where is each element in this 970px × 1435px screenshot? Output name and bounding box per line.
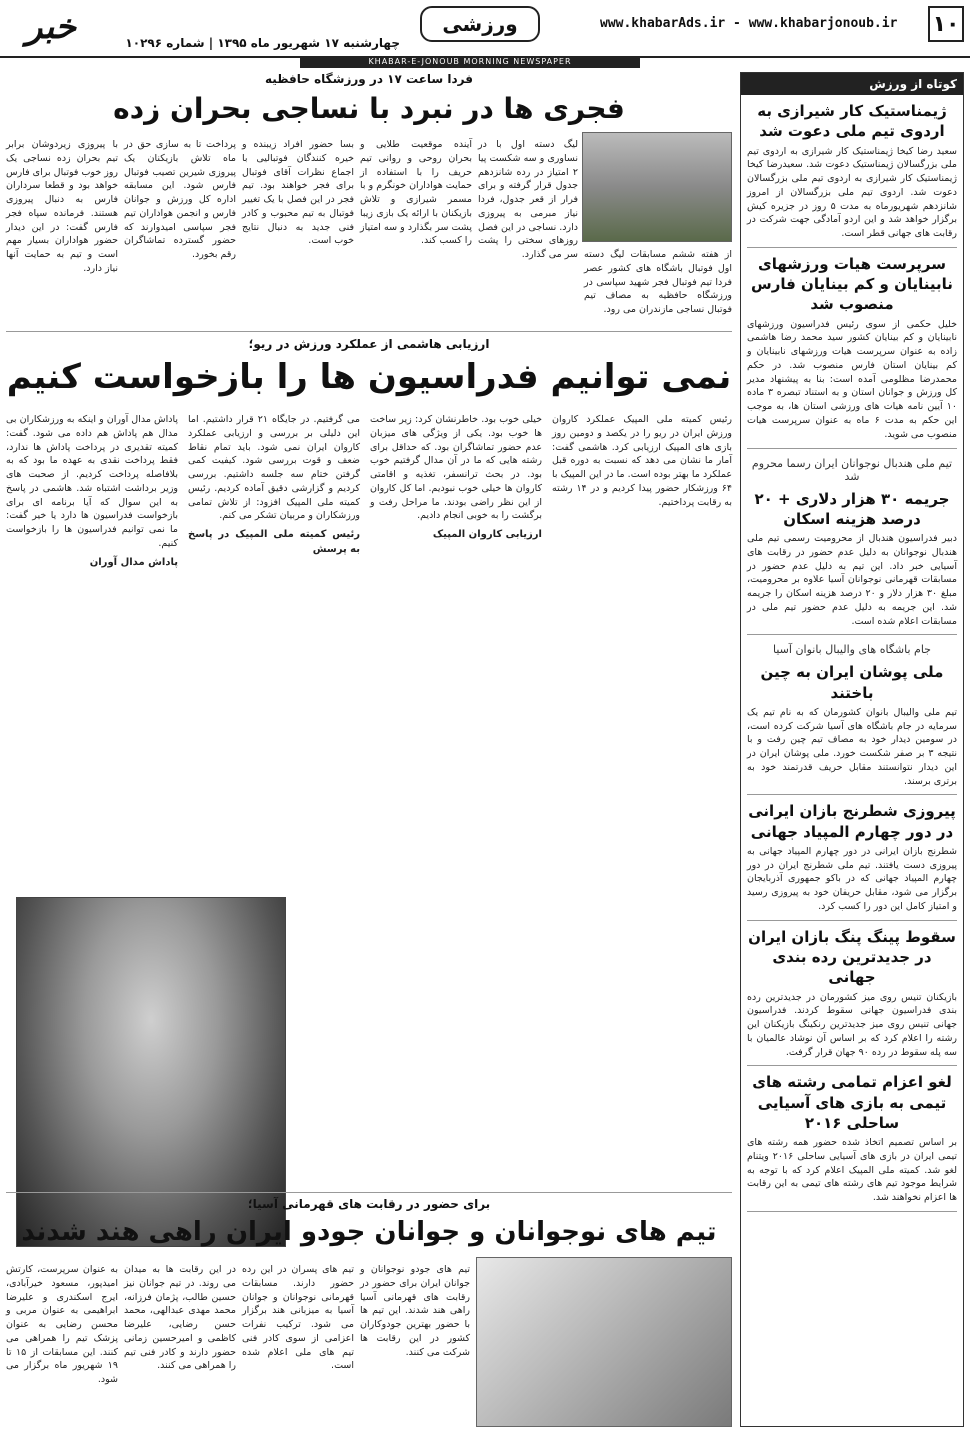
brief-item: [747, 927, 957, 1067]
brief-body: شطرنج بازان ایرانی در دور چهارم المپیاد جهانی به پیروزی دست یافتند. تیم ملی شطرنج ایران در دور چهارم المپیاد جهانی که در باکو جمهوری آذربایجان برگزار می شود، مقابل حریفان خود به پیروزی رسید و امتیاز کامل این دور را کسب کرد.: [747, 845, 957, 921]
subheading: پاداش مدال آوران: [89, 556, 178, 568]
section-title: ورزشی: [420, 6, 540, 42]
brief-body: سعید رضا کیخا ژیمناستیک کار شیرازی به اردوی تیم ملی بزرگسالان ژیمناستیک دعوت شد. سعیدرضا کیخا ژیمناستیک کار شیرازی به اردوی تیم ملی بزرگسالان دعوت شد. اردوی تیم ملی بزرگسالان از امروز شانزدهم شهریورماه به مدت ۵ روز در جزیره کیش برگزار خواهد شد و این اردو آمادگی جهت شرکت در رقابت های جهانی قطر است.: [747, 145, 957, 248]
article-kicker: فردا ساعت ۱۷ در ورزشگاه حافظیه: [265, 72, 473, 86]
brief-title[interactable]: پیروزی شطرنج بازان ایرانی در دور چهارم المپیاد جهانی: [748, 802, 956, 841]
subheading: رئیس کمیته ملی المپیک در پاسخ به پرسش: [188, 529, 360, 555]
article-column: در این رقابت ها به میدان می روند. در تیم جوانان نیز حسین طالب، پژمان فرزانه، محمد مهدی عبدالهی، محمد حسن رضایی، علیرضا کاظمی و امیرحسین زمانی حضور دارند و کادر فنی تیم را همراهی می کنند.: [124, 1264, 236, 1372]
main-content: [6, 72, 732, 1427]
brief-body: بر اساس تصمیم اتخاذ شده حضور همه رشته های تیمی ایران در بازی های آسیایی ساحلی ۲۰۱۶ ویتنام لغو شد. کمیته ملی المپیک اعلام کرد که با توجه به شرایط موجود تیم های رشته های تیمی به این رقابت ها اعزام نخواهند شد.: [747, 1136, 957, 1212]
subheading: ارزیابی کاروان المپیک: [432, 529, 542, 541]
article-column: رئیس کمیته ملی المپیک عملکرد کاروان ورزش ایران در ریو را در یکصد و دومین روز بازی های المپیک ارزیابی کرد. هاشمی گفت: آمار ما نشان می دهد که نسبت به دوره قبل عملکرد ما بهتر بوده است. ما در این المپیک با ۶۴ ورزشکار حضور پیدا کردیم و در ۱۴ رشته به رقابت پرداختیم.: [552, 414, 733, 508]
date-line: چهارشنبه ۱۷ شهریور ماه ۱۳۹۵ | شماره ۱۰۲۹۶: [125, 36, 400, 50]
page-number: ۱۰: [928, 6, 964, 42]
article-column: پرداخت تا به سازی حق در ماه تلاش بازیکنان یک پیروزی شیرین تصیب فوتبال فارس شود. این مسابقه اداره کل ورزش و جوانان فارس و انجمن هواداران تیم فجر سپاسی امیدوارند که حضور گسترده تماشاگران رقم بخورد.: [124, 139, 236, 261]
football-photo: [582, 132, 732, 242]
brief-body: دبیر فدراسیون هندبال از محرومیت رسمی تیم ملی هندبال نوجوانان به دلیل عدم حضور در رقابت های آسیایی خبر داد. این تیم به دلیل عدم حضور در مسابقات قهرمانی نوجوانان آسیا علاوه بر محرومیت، مبلغ ۳۰ هزار دلار و ۲۰ درصد هزینه اسکان را جریمه شد. این جریمه به دلیل عدم حضور تیم ملی در مسابقات اعلام شده است.: [747, 532, 957, 635]
newspaper-logo: خبر: [25, 7, 77, 47]
article-kicker: ارزیابی هاشمی از عملکرد ورزش در ریو؛: [248, 337, 490, 351]
brief-body: خلیل حکمی از سوی رئیس فدراسیون ورزشهای نابینایان و کم بینایان کشور سید محمد رضا هاشمی زاده به عنوان سرپرست هیات ورزشهای نابینایان و کم بینایان استان فارس منصوب شد. در حکم محمدرضا مظلومی آمده است: بنا به پیشنهاد مدیر کل ورزش و جوانان استان و به استناد تبصره ۳ ماده ۱۰ آیین نامه هیات های ورزشی استان ها، به موجب این حکم به مدت ۶ ماه به عنوان سرپرست هیات منصوب می شوید.: [747, 318, 957, 449]
site-url[interactable]: www.khabarAds.ir - www.khabarjonoub.ir: [600, 16, 898, 31]
article-column: بسا حضور افراد زیبنده و خیره کنندگان فوتبالیی با اجماع نظرات آقای فوتبال برای فجر خواهند بود. تیم فجر در این فصل با یک تغییر فوتبال به تیم محبوب و کادر فنی جدید به دنبال نتایج خوب است.: [242, 139, 354, 247]
masthead: [0, 0, 970, 58]
brief-item: [747, 457, 957, 636]
brief-title[interactable]: سرپرست هیات ورزشهای نابینایان و کم بینایان فارس منصوب شد: [751, 254, 953, 314]
article-headline[interactable]: تیم های نوجوانان و جوانان جودو ایران راهی هند شدند: [21, 1217, 717, 1247]
column-text: خیلی خوب بود. خاطرنشان کرد: زیر ساخت ها خوب بود. یکی از ویژگی های میزبان عدم حضور تماشاگران بود. که حداقل برای رشته هایی که ما در آن مدال گرفتیم خوب بود. در بحث ترانسفر، تغذیه و اقامتی کاروان ها خیلی خوب نبودیم. اما کل کاروان از این نظر راضی بودند. ما مراحل رفت و برگشت را به خوبی انجام دادیم.: [370, 414, 542, 522]
brief-kicker: جام باشگاه های والیبال بانوان آسیا: [773, 643, 931, 657]
article-column: [370, 413, 542, 543]
article-kicker: برای حضور در رقابت های قهرمانی آسیا؛: [247, 1197, 491, 1211]
brief-body: بازیکنان تنیس روی میز کشورمان در جدیدترین رده بندی فدراسیون جهانی سقوط کردند. فدراسیون جهانی تنیس روی میز جدیدترین رنکینگ بازیکنان این رشته را اعلام کرد که بر اساس آن نوشاد عالمیان با سه پله سقوط در رده ۹۰ جهان قرار گرفت.: [747, 991, 957, 1067]
brief-title[interactable]: ژیمناستیک کار شیرازی به اردوی تیم ملی دعوت شد: [757, 102, 947, 141]
tagline: KHABAR-E-JONOUB MORNING NEWSPAPER: [300, 56, 640, 68]
sidebar-news-briefs: [740, 72, 964, 1427]
brief-title[interactable]: ملی پوشان ایران به چین باختند: [760, 663, 944, 702]
column-text: می گرفتیم. در جایگاه ۲۱ قرار داشتیم. اما این دلیلی بر بررسی و ارزیابی عملکرد کاروان ایران نمی شود. باید تمام نقاط ضعف و قوت بررسی شود. کیفیت کمی گرفتن ختام سه جلسه داشتیم. بررسی کردیم و گزارشی دقیق آماده کردیم. رئیس کمیته ملی المپیک افزود: از تلاش تمامی ورزشکاران و مربیان تشکر می کنم.: [188, 414, 360, 522]
article-column: لیگ دسته اول با در نساوری و سه شکست پیا ۲ امتیاز در رده شانزدهم جدول قرار گرفته و برای فرار از قعر جدول، فردا نیاز مبرمی به پیروزی دارد. نساجی در این فصل روزهای سختی را پشت سر می گذارد.: [478, 139, 578, 261]
article-olympic-review: [6, 337, 732, 1245]
brief-item: [747, 101, 957, 248]
article-column: [188, 413, 360, 557]
article-column: به عنوان سرپرست، کارتش امیدپور، مسعود خیرآبادی، ایرج اسکندری و علیرضا ابراهیمی به عنوان مربی و محسن رضایی به عنوان پزشک تیم را همراهی می کنند. این مسابقات از ۱۵ تا ۱۹ شهریور ماه برگزار می شود.: [6, 1264, 118, 1386]
article-headline[interactable]: فجری ها در نبرد با نساجی بحران زده: [113, 92, 625, 125]
column-text: پاداش مدال آوران و اینکه به ورزشکاران بی مدال هم پاداش هم داده می شود. گفت: کمیته تقدیری در پرداخت پاداش ها ندارد، فقط پرداخت نقدی به عهده ما بود که به بلافاصله پرداخت کردیم. از صحبت های وزیر برداشت اشتباه شد. هاشمی در پاسخ به این سوال که آیا برنامه ای برای بازخواست فدراسیون ها دارد یا خیر گفت: ما نمی توانیم فدراسیون ها را بازخواست کنیم.: [6, 414, 178, 549]
article-column: با پیروزی زیردوشان برابر تیم بحران زده نساجی یک روز خوب فوتبال برای فارس خواهد بود و قطعا سرداران فارس به دنبال پیروزی هستند. فرمانده سپاه فجر فارس گفت: در این دیدار حضور هواداران بسیار مهم است و تیم به حمایت آنها نیاز دارد.: [6, 139, 118, 274]
judo-photo: [476, 1257, 732, 1427]
article-column: [6, 413, 178, 570]
brief-item: [747, 801, 957, 920]
sidebar-heading: کوتاه از ورزش: [741, 73, 963, 95]
brief-item: [747, 1072, 957, 1212]
brief-item: [747, 254, 957, 449]
article-headline[interactable]: نمی توانیم فدراسیون ها را بازخواست کنیم: [6, 357, 732, 397]
brief-title[interactable]: جریمه ۳۰ هزار دلاری + ۲۰ درصد هزینه اسکان: [754, 489, 950, 528]
article-column: از هفته ششم مسابقات لیگ دسته اول فوتبال باشگاه های کشور عصر فردا تیم فوتبال فجر شهید سپاسی در ورزشگاه حافظیه به مصاف تیم فوتبال نساجی مازندران می رود.: [584, 249, 732, 316]
brief-title[interactable]: لغو اعزام تمامی رشته های تیمی به بازی های آسیایی ساحلی ۲۰۱۶: [752, 1073, 952, 1132]
brief-kicker: تیم ملی هندبال نوجوانان ایران رسما محروم شد: [751, 456, 953, 483]
article-column: آینده موقعیت طلایی و بحران روحی و روانی تیم حریف را با استفاده از حمایت هواداران خونگرم و با مسمر شیرازی و تلاش بازیکنان با ارائه یک بازی زیبا پشت سر بگذارد و سه امتیاز را کسب کند.: [360, 139, 472, 247]
brief-title[interactable]: سقوط پینگ پنگ بازان ایران در جدیدترین رده بندی جهانی: [748, 927, 956, 987]
article-football: [6, 72, 732, 332]
brief-body: تیم ملی والیبال بانوان کشورمان که به نام تیم یک سرمایه در جام باشگاه های آسیا شرکت کرده است، در سومین دیدار خود به مصاف تیم چین رفت و با نتیجه ۳ بر صفر شکست خورد. ملی پوشان ایران در این دیدار نتوانستند مقابل حریف قدرتمند خود به برتری برسند.: [747, 706, 957, 796]
article-column: تیم های پسران در این رده حضور دارند. مسابقات قهرمانی نوجوانان و جوانان آسیا به میزبانی هند برگزار می شود. ترکیب نفرات اعزامی از سوی کادر فنی تیم های ملی اعلام شده است.: [242, 1264, 354, 1372]
brief-item: [747, 643, 957, 795]
article-judo: [6, 1192, 732, 1427]
article-column: تیم های جودو نوجوانان و جوانان ایران برای حضور در رقابت های قهرمانی آسیا راهی هند شدند. این تیم ها با حضور بهترین جودوکاران کشور در این رقابت ها شرکت می کنند.: [360, 1264, 470, 1358]
